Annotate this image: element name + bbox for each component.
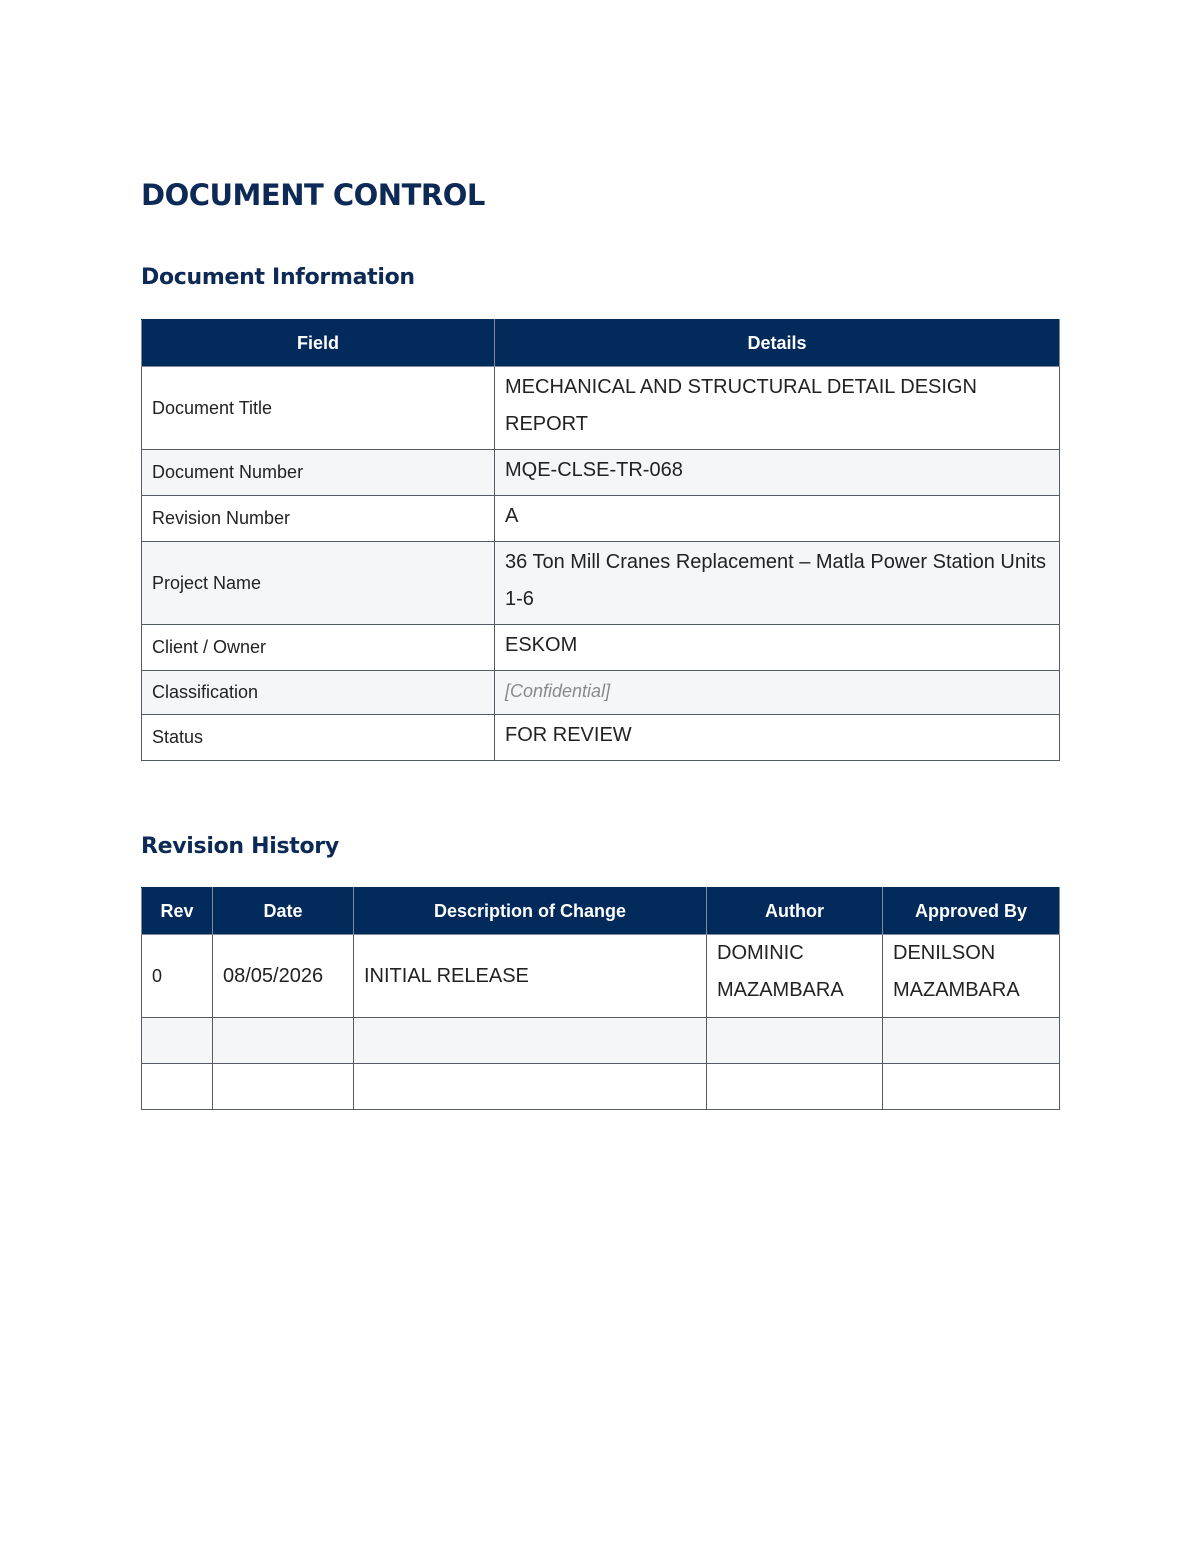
field-label: Project Name: [142, 542, 495, 625]
column-header-description: Description of Change: [354, 888, 707, 935]
column-header-date: Date: [213, 888, 354, 935]
rev-cell: [142, 1018, 213, 1064]
field-value: [Confidential]: [495, 671, 1060, 715]
author-cell: [707, 1018, 883, 1064]
column-header-approved-by: Approved By: [883, 888, 1060, 935]
table-row: [142, 625, 1060, 671]
description-cell: [354, 1018, 707, 1064]
approved-by-cell: [883, 1064, 1060, 1110]
column-header-details: Details: [495, 320, 1060, 367]
author-cell: DOMINIC MAZAMBARA: [707, 935, 883, 1018]
field-label: Revision Number: [142, 496, 495, 542]
author-cell: [707, 1064, 883, 1110]
field-value: ESKOM: [495, 625, 1060, 671]
table-header-row: [142, 888, 1060, 935]
date-cell: [213, 1018, 354, 1064]
revision-history-table: [141, 887, 1060, 1110]
field-value: FOR REVIEW: [495, 715, 1060, 761]
revision-history-heading: Revision History: [141, 834, 339, 859]
table-row: [142, 671, 1060, 715]
column-header-rev: Rev: [142, 888, 213, 935]
table-row: [142, 542, 1060, 625]
date-cell: [213, 1064, 354, 1110]
table-row: [142, 935, 1060, 1018]
field-value: A: [495, 496, 1060, 542]
rev-cell: 0: [142, 935, 213, 1018]
field-label: Classification: [142, 671, 495, 715]
field-label: Document Title: [142, 367, 495, 450]
column-header-author: Author: [707, 888, 883, 935]
description-cell: [354, 1064, 707, 1110]
approved-by-cell: [883, 1018, 1060, 1064]
approved-by-cell: DENILSON MAZAMBARA: [883, 935, 1060, 1018]
rev-cell: [142, 1064, 213, 1110]
table-row: [142, 367, 1060, 450]
table-row: [142, 1018, 1060, 1064]
field-label: Document Number: [142, 450, 495, 496]
table-row: [142, 1064, 1060, 1110]
field-label: Client / Owner: [142, 625, 495, 671]
table-row: [142, 450, 1060, 496]
table-row: [142, 496, 1060, 542]
page-title: DOCUMENT CONTROL: [141, 178, 485, 212]
table-header-row: [142, 320, 1060, 367]
description-cell: INITIAL RELEASE: [354, 935, 707, 1018]
field-label: Status: [142, 715, 495, 761]
table-row: [142, 715, 1060, 761]
column-header-field: Field: [142, 320, 495, 367]
field-value: MQE-CLSE-TR-068: [495, 450, 1060, 496]
date-cell: 08/05/2026: [213, 935, 354, 1018]
document-information-heading: Document Information: [141, 265, 415, 290]
document-information-table: [141, 319, 1060, 761]
field-value: MECHANICAL AND STRUCTURAL DETAIL DESIGN REPORT: [495, 367, 1060, 450]
field-value: 36 Ton Mill Cranes Replacement – Matla Power Station Units 1-6: [495, 542, 1060, 625]
